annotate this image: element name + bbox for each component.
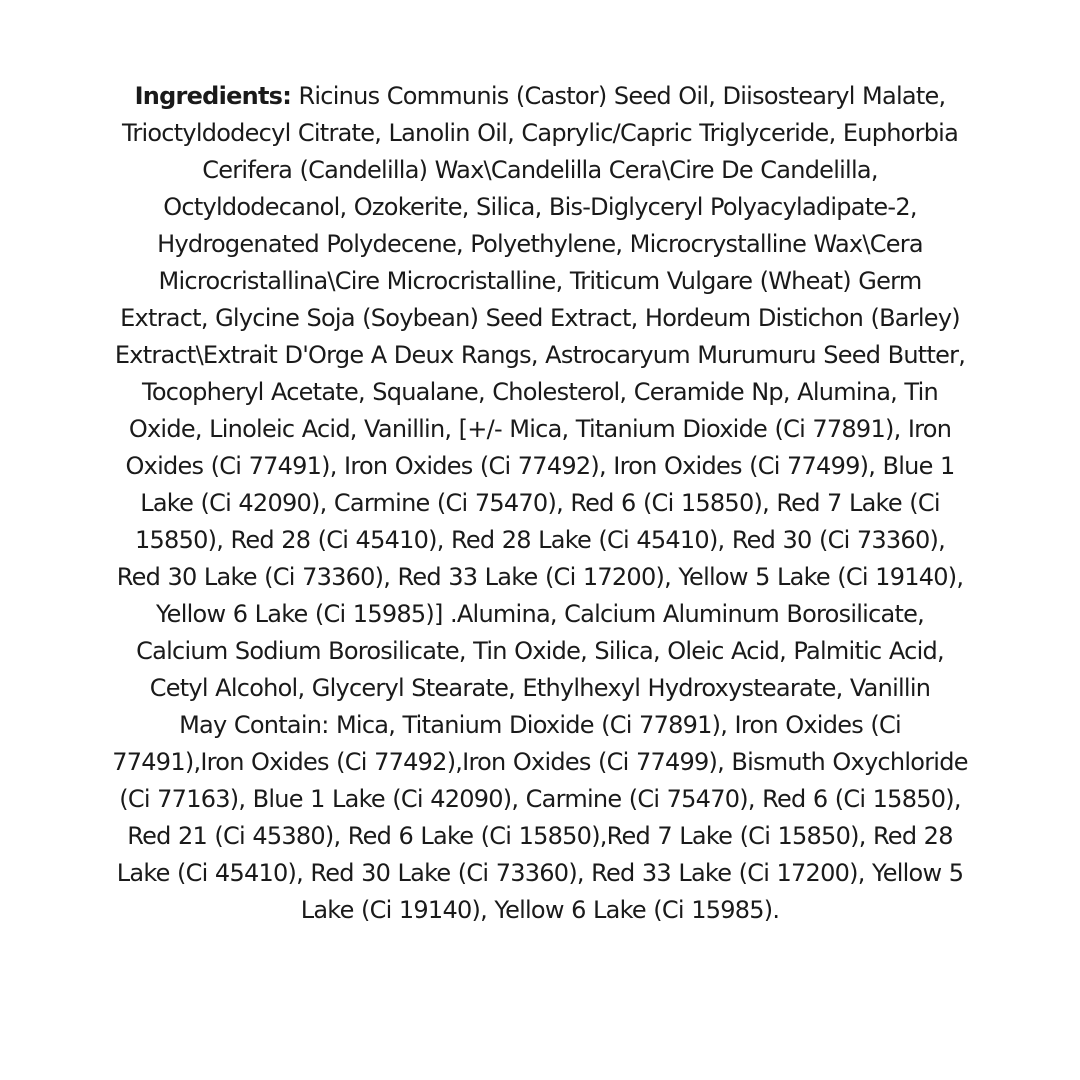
ingredients-block xyxy=(112,78,968,929)
may-contain-paragraph: May Contain: Mica, Titanium Dioxide (Ci 77891), Iron Oxides (Ci 77491),Iron Oxides (Ci 77492),Iron Oxides (Ci 77499), Bismuth Oxychloride (Ci 77163), Blue 1 Lake (Ci 42090), Carmine (Ci 75470), Red 6 (Ci 15850), Red 21 (Ci 45380), Red 6 Lake (Ci 15850),Red 7 Lake (Ci 15850), Red 28 Lake (Ci 45410), Red 30 Lake (Ci 73360), Red 33 Lake (Ci 17200), Yellow 5 Lake (Ci 19140), Yellow 6 Lake (Ci 15985). xyxy=(112,711,968,924)
ingredients-paragraph xyxy=(112,78,968,707)
ingredients-list: Ricinus Communis (Castor) Seed Oil, Diisostearyl Malate, Trioctyldodecyl Citrate, Lanolin Oil, Caprylic/Capric Triglyceride, Euphorbia Cerifera (Candelilla) Wax\Candelilla Cera\Cire De Candelilla, Octyldodecanol, Ozokerite, Silica, Bis-Diglyceryl Polyacyladipate-2, Hydrogenated Polydecene, Polyethylene, Microcrystalline Wax\Cera Microcristallina\Cire Microcristalline, Triticum Vulgare (Wheat) Germ Extract, Glycine Soja (Soybean) Seed Extract, Hordeum Distichon (Barley) Extract\Extrait D'Orge A Deux Rangs, Astrocaryum Murumuru Seed Butter, Tocopheryl Acetate, Squalane, Cholesterol, Ceramide Np, Alumina, Tin Oxide, Linoleic Acid, Vanillin, [+/- Mica, Titanium Dioxide (Ci 77891), Iron Oxides (Ci 77491), Iron Oxides (Ci 77492), Iron Oxides (Ci 77499), Blue 1 Lake (Ci 42090), Carmine (Ci 75470), Red 6 (Ci 15850), Red 7 Lake (Ci 15850), Red 28 (Ci 45410), Red 28 Lake (Ci 45410), Red 30 (Ci 73360), Red 30 Lake (Ci 73360), Red 33 Lake (Ci 17200), Yellow 5 Lake (Ci 19140), Yellow 6 Lake (Ci 15985)] .Alumina, Calcium Aluminum Borosilicate, Calcium Sodium Borosilicate, Tin Oxide, Silica, Oleic Acid, Palmitic Acid, Cetyl Alcohol, Glyceryl Stearate, Ethylhexyl Hydroxystearate, Vanillin xyxy=(114,82,966,702)
ingredients-label: Ingredients: xyxy=(134,82,292,110)
